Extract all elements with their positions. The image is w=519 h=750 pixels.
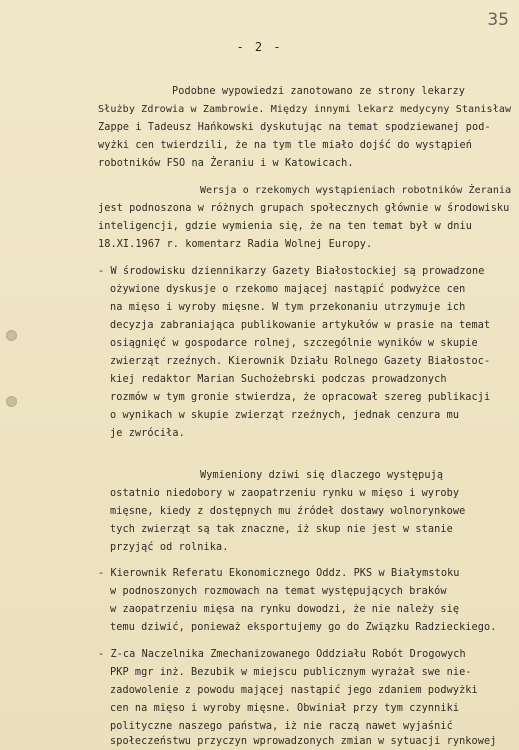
text-line: kiej redaktor Marian Suchożebrski podczas prowadzonych (110, 374, 447, 385)
page-number: - 2 - (236, 40, 283, 54)
text-line: zadowolenie z powodu mającej nastąpić jego zdaniem podwyżki (110, 685, 478, 696)
text-line: mięsne, kiedy z dostępnych mu źródeł dostawy wolnorynkowe (110, 506, 466, 517)
text-line: je zwróciła. (110, 428, 185, 439)
text-line: - Z-ca Naczelnika Zmechanizowanego Oddziału Robót Drogowych (98, 649, 466, 660)
text-line: robotników FSO na Żeraniu i w Katowicach. (98, 158, 354, 169)
text-line: na mięso i wyroby mięsne. W tym przekonaniu utrzymuje ich (110, 302, 466, 313)
text-line: - Kierownik Referatu Ekonomicznego Oddz. PKS w Białymstoku (98, 568, 460, 579)
text-line: jest podnoszona w różnych grupach społecznych głównie w środowisku (98, 203, 510, 214)
text-line: - W środowisku dziennikarzy Gazety Białostockiej są prowadzone (98, 266, 485, 277)
text-line: osiągnięć w gospodarce rolnej, szczególnie wyników w skupie (110, 338, 478, 349)
text-line: 18.XI.1967 r. komentarz Radia Wolnej Europy. (98, 239, 373, 250)
text-line: polityczne naszego państwa, iż nie raczą nawet wyjaśnić (110, 721, 453, 732)
text-line: ożywione dyskusje o rzekomo mającej nastąpić podwyżce cen (110, 284, 466, 295)
text-line: społeczeństwu przyczyn wprowadzonych zmian w sytuacji rynkowej (110, 736, 497, 747)
text-line: Wersja o rzekomych wystąpieniach robotników Żerania (200, 185, 512, 196)
text-line: ostatnio niedobory w zaopatrzeniu rynku w mięso i wyroby (110, 488, 460, 499)
text-line: inteligencji, gdzie wymienia się, że na ten temat był w dniu (98, 221, 473, 232)
text-line: zwierząt rzeźnych. Kierownik Działu Rolnego Gazety Białostoc- (110, 356, 491, 367)
punch-hole (6, 396, 17, 407)
text-line: Zappe i Tadeusz Hańkowski dyskutując na temat spodziewanej pod- (98, 122, 491, 133)
text-line: PKP mgr inż. Bezubik w miejscu publicznym wyrażał swe nie- (110, 667, 472, 678)
text-line: tych zwierząt są tak znaczne, iż skup nie jest w stanie (110, 524, 453, 535)
text-line: w zaopatrzeniu mięsa na rynku dowodzi, że nie należy się (110, 604, 460, 615)
text-line: temu dziwić, ponieważ eksportujemy go do Związku Radzieckiego. (110, 622, 497, 633)
text-line: Wymieniony dziwi się dlaczego występują (200, 470, 444, 481)
punch-hole (6, 330, 17, 341)
text-line: cen na mięso i wyroby mięsne. Obwiniał przy tym czynniki (110, 703, 460, 714)
text-line: o wynikach w skupie zwierząt rzeźnych, jednak cenzura mu (110, 410, 460, 421)
text-line: Podobne wypowiedzi zanotowano ze strony lekarzy (172, 86, 465, 97)
text-line: decyzja zabraniająca publikowanie artykułów w prasie na temat (110, 320, 491, 331)
text-line: rozmów w tym gronie stwierdza, że opracował szereg publikacji (110, 392, 491, 403)
archive-page-number: 35 (487, 10, 509, 30)
text-line: przyjąć od rolnika. (110, 542, 229, 553)
text-line: wyżki cen twierdzili, że na tym tle miało dojść do wystąpień (98, 140, 473, 151)
text-line: Służby Zdrowia w Zambrowie. Między innymi lekarz medycyny Stanisław (98, 104, 512, 115)
text-line: w podnoszonych rozmowach na temat występujących braków (110, 586, 447, 597)
